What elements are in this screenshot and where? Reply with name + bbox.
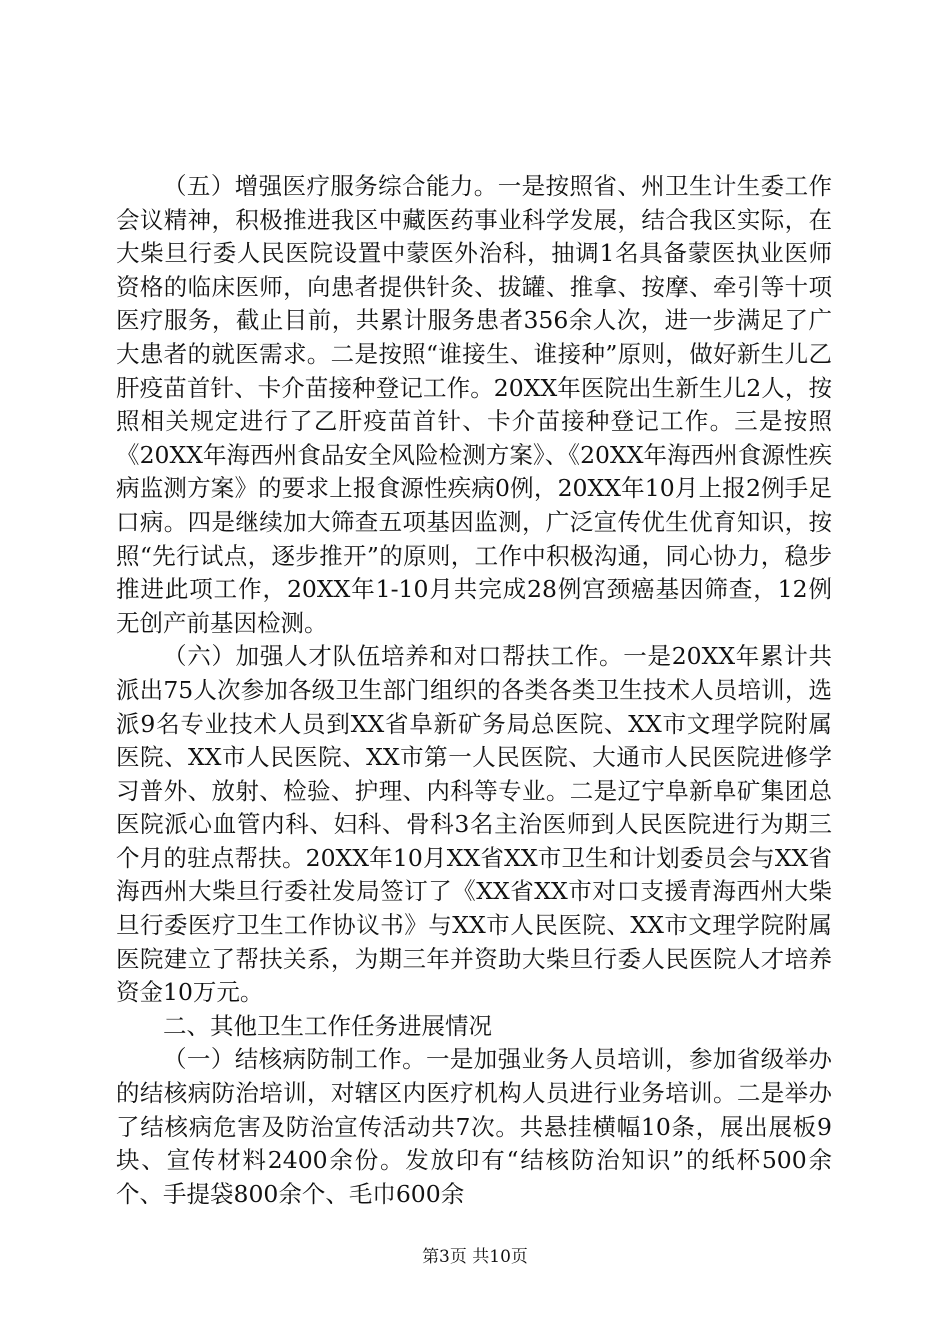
document-body (116, 170, 832, 1211)
page-number-footer: 第3页 共10页 (422, 1247, 528, 1267)
paragraph-one-tuberculosis-control: （一）结核病防制工作。一是加强业务人员培训，参加省级举办的结核病防治培训，对辖区内医疗机构人员进行业务培训。二是举办了结核病危害及防治宣传活动共7次。共悬挂横幅10条，展出展板9块、宣传材料2400余份。发放印有“结核防治知识”的纸杯500余个、手提袋800余个、毛巾600余 (116, 1045, 832, 1208)
paragraph-six-talent-training: （六）加强人才队伍培养和对口帮扶工作。一是20XX年累计共派出75人次参加各级卫生部门组织的各类各类卫生技术人员培训，选派9名专业技术人员到XX省阜新矿务局总医院、XX市文理学院附属医院、XX市人民医院、XX市第一人民医院、大通市人民医院进修学习普外、放射、检验、护理、内科等专业。二是辽宁阜新阜矿集团总医院派心血管内科、妇科、骨科3名主治医师到人民医院进行为期三个月的驻点帮扶。20XX年10月XX省XX市卫生和计划委员会与XX省海西州大柴旦行委社发局签订了《XX省XX市对口支援青海西州大柴旦行委医疗卫生工作协议书》与XX市人民医院、XX市文理学院附属医院建立了帮扶关系，为期三年并资助大柴旦行委人民医院人才培养资金10万元。 (116, 642, 832, 1007)
section-heading-other-health-work: 二、其他卫生工作任务进展情况 (163, 1011, 492, 1040)
paragraph-five-medical-services: （五）增强医疗服务综合能力。一是按照省、州卫生计生委工作会议精神，积极推进我区中藏医药事业科学发展，结合我区实际，在大柴旦行委人民医院设置中蒙医外治科，抽调1名具备蒙医执业医师资格的临床医师，向患者提供针灸、拔罐、推拿、按摩、牵引等十项医疗服务，截止目前，共累计服务患者356余人次，进一步满足了广大患者的就医需求。二是按照“谁接生、谁接种”原则，做好新生儿乙肝疫苗首针、卡介苗接种登记工作。20XX年医院出生新生儿2人，按照相关规定进行了乙肝疫苗首针、卡介苗接种登记工作。三是按照《20XX年海西州食品安全风险检测方案》、《20XX年海西州食源性疾病监测方案》的要求上报食源性疾病0例，20XX年10月上报2例手足口病。四是继续加大筛查五项基因监测，广泛宣传优生优育知识，按照“先行试点，逐步推开”的原则，工作中积极沟通，同心协力，稳步推进此项工作，20XX年1-10月共完成28例宫颈癌基因筛查，12例无创产前基因检测。 (116, 172, 832, 637)
